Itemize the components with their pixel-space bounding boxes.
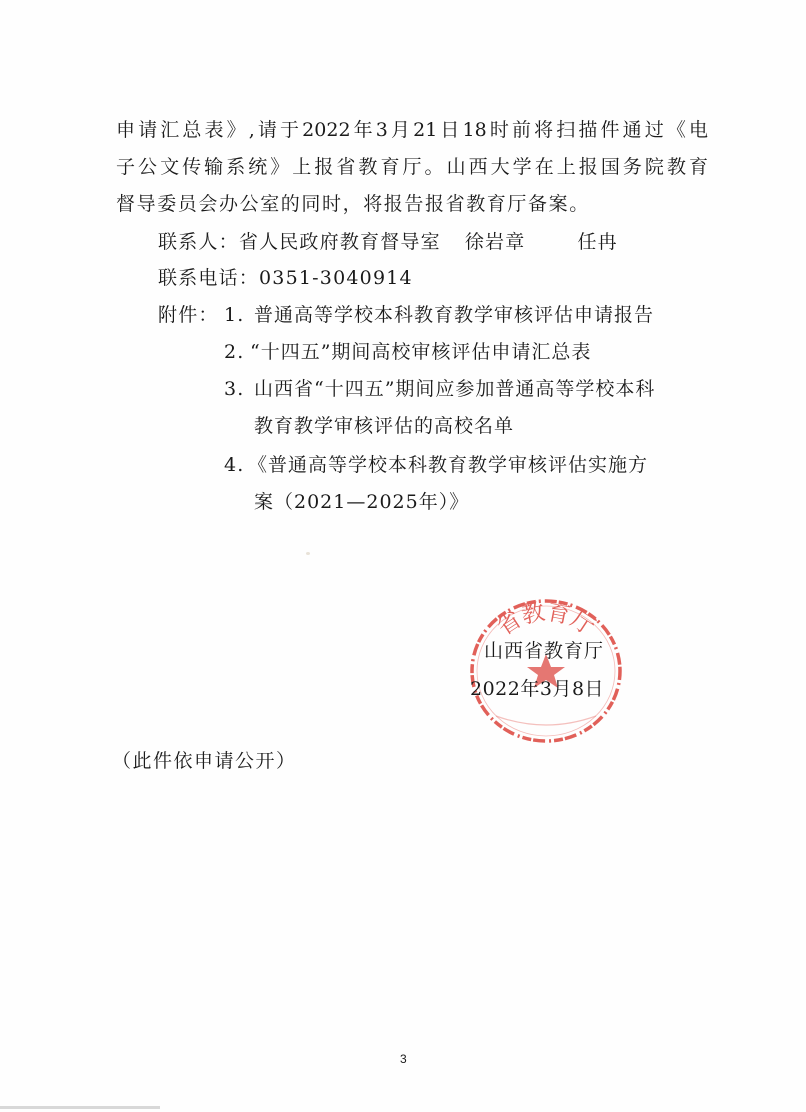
seal-text: 省教育厅 xyxy=(492,599,600,642)
page-number: 3 xyxy=(400,1052,407,1066)
attachment-title: 普通高等学校本科教育教学审核评估申请报告 xyxy=(254,304,655,326)
attachment-number: 3. xyxy=(224,378,245,400)
attachment-item-3-cont xyxy=(0,413,806,439)
attachment-number: 2. xyxy=(224,341,245,363)
attachments-label: 附件： xyxy=(158,304,219,326)
official-seal-icon xyxy=(466,596,626,746)
attachment-item-2 xyxy=(0,339,806,365)
contact-org: 省人民政府教育督导室 xyxy=(238,231,441,253)
attachment-title: 《普通高等学校本科教育教学审核评估实施方 xyxy=(248,454,649,476)
contact-person-1: 徐岩章 xyxy=(464,231,526,253)
signature-date: 2022年3月8日 xyxy=(470,678,605,700)
attachment-item-4-cont xyxy=(0,489,806,515)
attachment-title-cont: 案（2021—2025年）》 xyxy=(254,491,470,513)
disclosure-note: （此件依申请公开） xyxy=(112,750,297,772)
attachment-number: 4. xyxy=(224,454,245,476)
phone-number: 0351-3040914 xyxy=(259,267,413,289)
attachment-title: “十四五”期间高校审核评估申请汇总表 xyxy=(250,341,592,363)
body-line-1: 申请汇总表》,请于2022年3月21日18时前将扫描件通过《电 xyxy=(116,119,708,141)
attachment-item-4 xyxy=(0,452,806,478)
attachment-number: 1. xyxy=(224,304,245,326)
contact-person-2: 任冉 xyxy=(577,231,618,253)
attachment-item-3 xyxy=(0,376,806,402)
body-line-3: 督导委员会办公室的同时，将报告报省教育厅备案。 xyxy=(116,193,590,215)
attachment-title-cont: 教育教学审核评估的高校名单 xyxy=(254,415,515,437)
scan-edge xyxy=(0,1106,160,1109)
body-line-2: 子公文传输系统》上报省教育厅。山西大学在上报国务院教育 xyxy=(116,156,708,178)
contact-line xyxy=(158,229,618,255)
paper-speck xyxy=(306,552,310,555)
phone-line xyxy=(158,265,413,291)
attachment-item-1 xyxy=(0,302,806,328)
contact-label: 联系人： xyxy=(158,231,239,253)
attachment-title: 山西省“十四五”期间应参加普通高等学校本科 xyxy=(254,378,656,400)
signature-organization: 山西省教育厅 xyxy=(484,640,605,662)
phone-label: 联系电话： xyxy=(158,267,260,289)
